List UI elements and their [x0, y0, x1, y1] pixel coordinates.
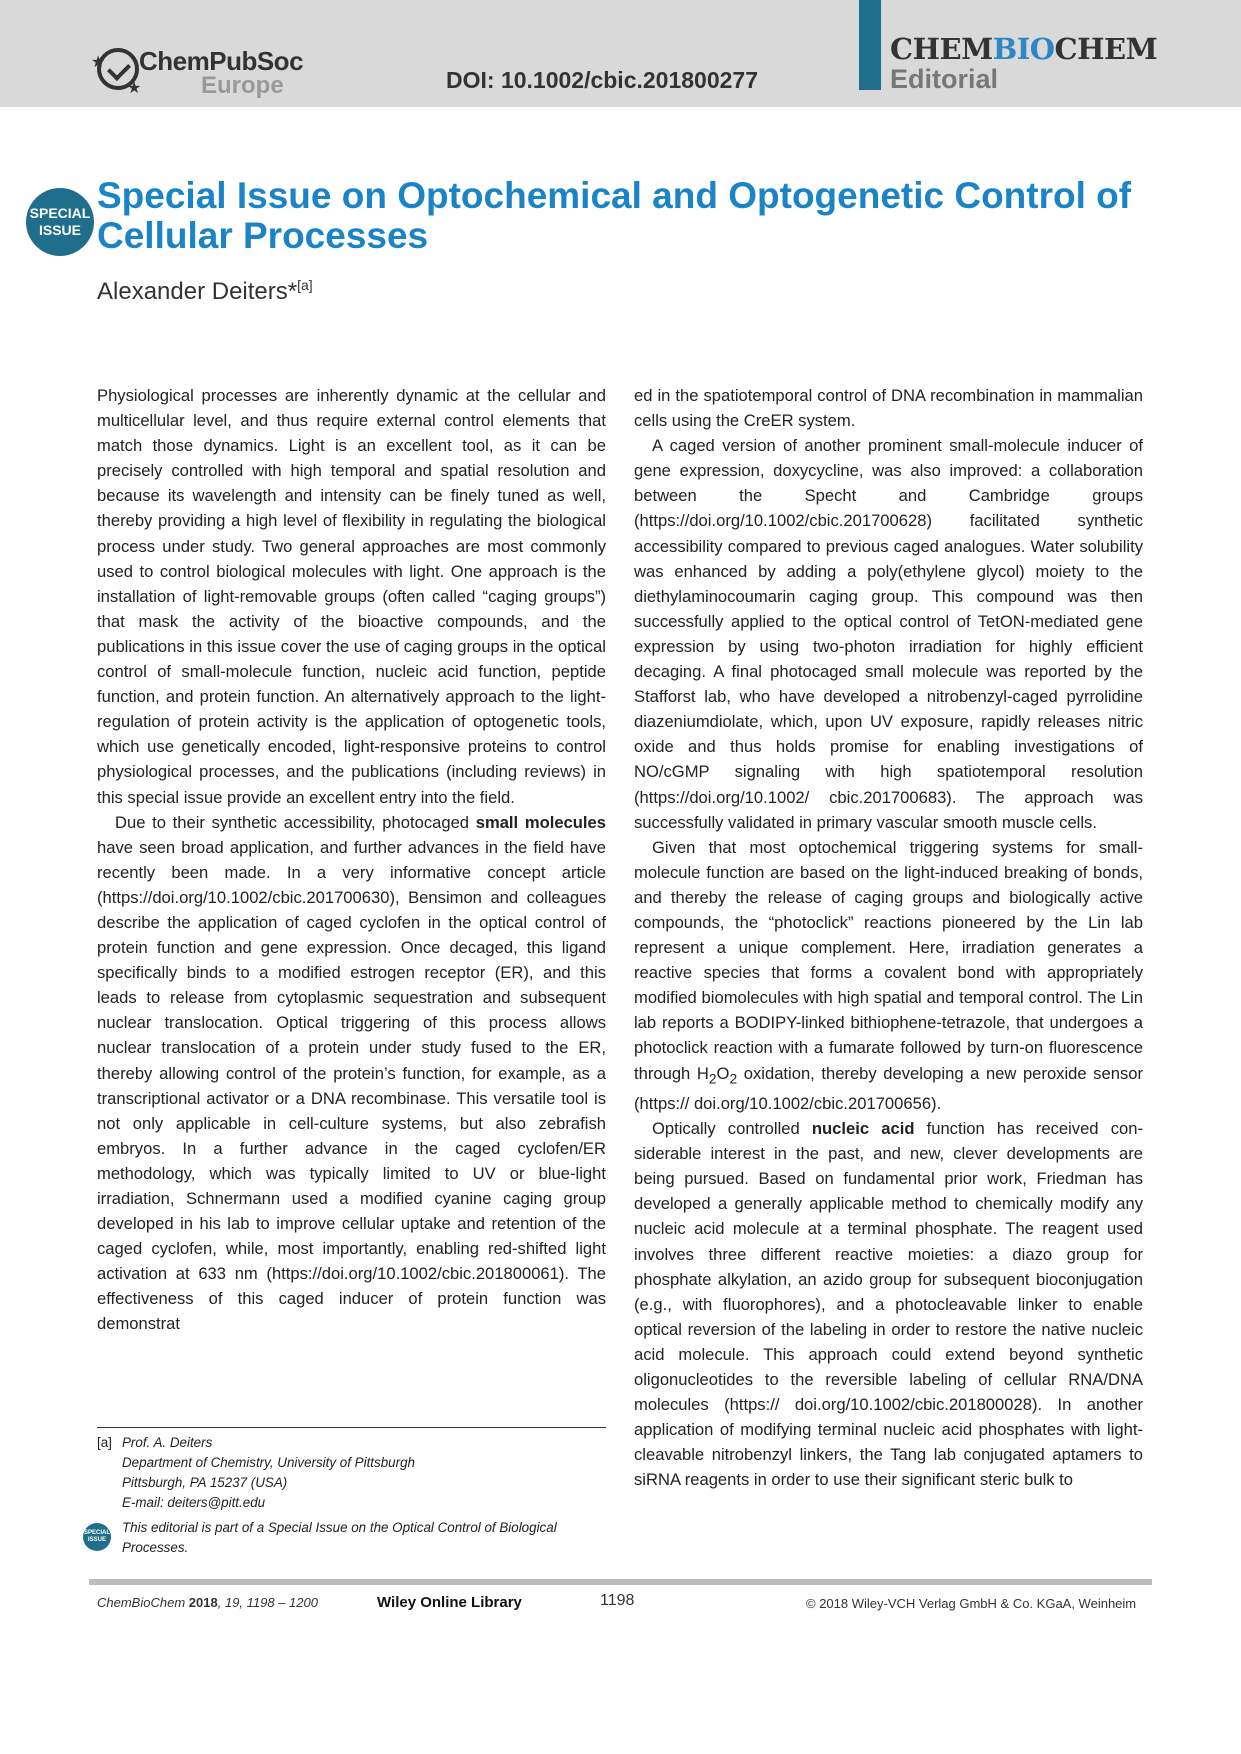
paragraph: Given that most optochemical triggering systems for small-molecule function are based on the light-induced breaking of bonds, and thereby the release of caging groups and biologically active compounds, the “photoclick” reactions pioneered by the Lin lab represent a unique complement. Here, irradiation generates a reactive species that forms a covalent bond with appropriately modified biomolecules with high spatial and temporal control. The Lin lab reports a BODIPY-linked bithiophene-tetrazole, that undergoes a photoclick reaction with a fumarate followed by turn-on fluorescence through $H_2O_2$ oxidation, thereby developing a new peroxide sensor (https:// doi.org/10.1002/cbic.201700656). — [634, 837, 1143, 1113]
keyword: nucleic acid — [811, 1119, 915, 1139]
journal-title: CHEMBIOCHEM — [890, 32, 1158, 66]
special-issue-badge: SPECIAL ISSUE — [26, 188, 94, 256]
paragraph: ed in the spatiotemporal control of DNA recombination in mammalian cells using the CreER system. — [634, 386, 1143, 431]
publisher-region: Europe — [201, 72, 284, 99]
footer-rule — [89, 1579, 1152, 1585]
publisher-name: ChemPubSoc — [139, 46, 304, 76]
journal-accent-bar — [859, 0, 881, 90]
paragraph: Physiological processes are inherently dynamic at the cellular and multicellular level, and thus require external control elements that match those dynamics. Light is an excellent tool, as it can be precisely controlled with high temporal and spatial resolution and because its wavelength and intensity can be finely tuned as well, thereby providing a high level of flexibility in regulating the biological process under study. Two general approaches are most commonly used to control biological molecules with light. One approach is the installation of light-removable groups (often called “caging groups”) that mask the activity of the bioactive compounds, and the publications in this issue cover the use of caging groups in the optical control of small-molecule function, nucleic acid function, peptide function, and protein function. An alternatively approach to the light-regulation of protein activity is the application of optogenetic tools, which use genetically encoded, light-responsive proteins to control physiological processes, and the publications (including reviews) in this special issue provide an excellent entry into the field. — [97, 386, 606, 807]
footnote-department: Department of Chemistry, University of Pittsburgh — [122, 1455, 415, 1470]
footnote-note: Processes. — [122, 1540, 189, 1555]
footnote-city: Pittsburgh, PA 15237 (USA) — [122, 1475, 288, 1490]
copyright-notice: © 2018 Wiley-VCH Verlag GmbH & Co. KGaA, Weinheim — [806, 1596, 1137, 1611]
paragraph: A caged version of another prominent small-molecule inducer of gene expression, doxycycline, was also improved: a collaboration between the Specht and Cambridge groups (https://doi.org/10.1002/cbic.201700628) facilitated synthetic accessibility compared to previous caged analogues. Water solubility was enhanced by adding a poly(ethylene glycol) moiety to the diethylaminocoumarin caging group. This compound was then successfully applied to the optical control of TetON-mediated gene expression by using two-photon irradiation for highly efficient decaging. A final photocaged small molecule was reported by the Stafforst lab, who have developed a nitrobenzyl-caged pyrrolidine diazeniumdiolate, which, upon UV exposure, rapidly releases nitric oxide and thus holds promise for enabling investigations of NO/cGMP signaling with high spatiotemporal resolution (https://doi.org/10.1002/ cbic.201700683). The approach was successfully validated in primary vascular smooth muscle cells. — [634, 436, 1143, 832]
star-icon: ★ — [91, 54, 106, 71]
keyword: small molecules — [475, 812, 606, 832]
paragraph: Due to their synthetic accessibility, photocaged small molecules have seen broad application, and further advances in the field have recently been made. In a very informative concept article (https://doi.org/10.1002/cbic.201700630), Bensimon and colleagues describe the application of caged cyclofen in the optical control of protein function and gene expression. Once decaged, this ligand specifically binds to a modified estrogen receptor (ER), and this leads to release from cytoplasmic sequestration and subsequent nuclear translocation. Optical triggering of this process allows nuclear translocation of a protein under study fused to the ER, thereby allowing control of the protein’s function, for example, as a transcriptional activator or a DNA recombinase. This versatile tool is not only applicable in cell-culture systems, but also zebrafish embryos. In a further advance in the caged cyclofen/ER methodology, which was typically limited to UV or blue-light irradiation, Schnermann used a modified cyanine caging group developed in his lab to improve cellular uptake and retention of the caged cyclofen, while, most importantly, enabling red-shifted light activation at 633 nm (https://doi.org/10.1002/cbic.201800061). The effectiveness of this caged inducer of protein function was demonstrat — [97, 812, 606, 1334]
footnote-tag: [a] — [97, 1435, 112, 1450]
author-line: Alexander Deiters*[a] — [97, 277, 313, 305]
section-label: Editorial — [890, 64, 999, 94]
footnote-divider — [97, 1427, 606, 1428]
footer-citation: ChemBioChem 2018, 19, 1198 – 1200 — [97, 1595, 318, 1610]
footnote-name: Prof. A. Deiters — [122, 1435, 213, 1450]
body-column-left — [97, 383, 606, 1337]
body-column-right — [634, 383, 1143, 1492]
footnote-note: This editorial is part of a Special Issue on the Optical Control of Biological — [122, 1520, 557, 1535]
doi-label[interactable]: DOI: 10.1002/cbic.201800277 — [446, 67, 759, 93]
page-number: 1198 — [600, 1592, 635, 1609]
paragraph: Optically controlled nucleic acid function has received considerable interest in the past, and new, clever developments are being pursued. Based on fundamental prior work, Friedman has developed a generally applicable method to chemically modify any nucleic acid molecule at a terminal phosphate. The reagent used involves three different reactive moieties: a diazo group for phosphate alkylation, an azido group for subsequent bioconjugation (e.g., with fluorophores), and a photocleavable linker to enable optical reversion of the labeling in order to restore the native nucleic acid molecule. This approach could extend beyond synthetic oligonucleotides to the reversible labeling of cellular RNA/DNA molecules (https:// doi.org/10.1002/cbic.201800028). In another application of modifying terminal nucleic acid phosphates with light-cleavable nitrobenzyl linkers, the Tang lab conjugated aptamers to siRNA reagents in order to use their significant steric bulk to — [634, 1119, 1143, 1490]
special-issue-small-badge: SPECIAL ISSUE — [83, 1523, 111, 1551]
article-title: Special Issue on Optochemical and Optogenetic Control of Cellular Processes — [97, 175, 1132, 256]
star-icon: ★ — [127, 80, 142, 97]
author-affiliation-mark: [a] — [297, 277, 313, 293]
wiley-online-library-link[interactable]: Wiley Online Library — [377, 1594, 522, 1611]
footnote-email[interactable]: E-mail: deiters@pitt.edu — [122, 1495, 266, 1510]
